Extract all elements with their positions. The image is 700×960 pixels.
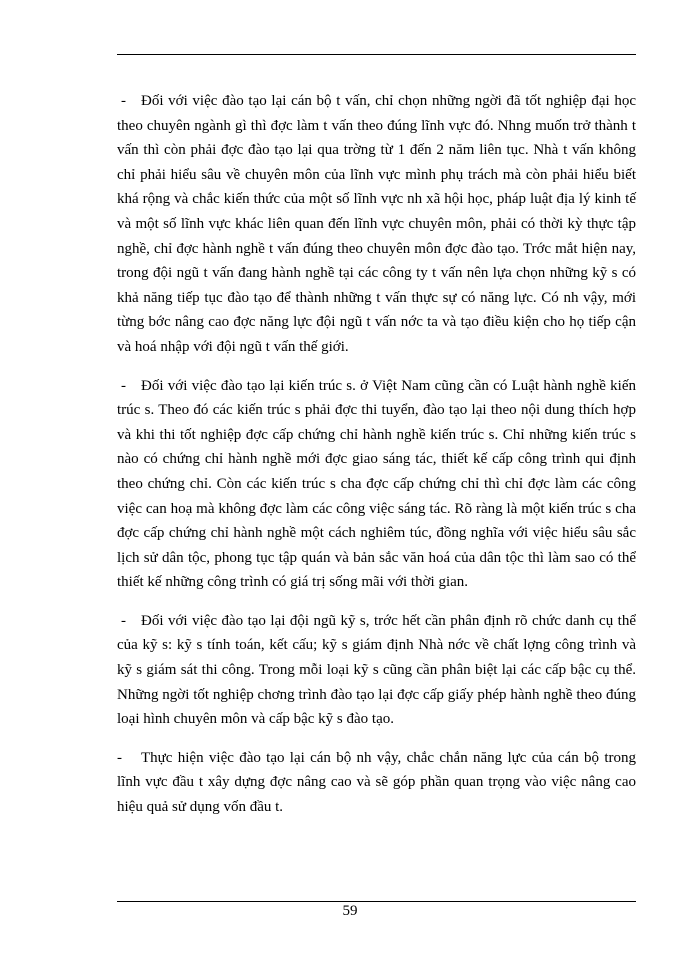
paragraph-4 (117, 746, 636, 820)
paragraph-text: Đối với việc đào tạo lại kiến trúc s. ở Việt Nam cũng cần có Luật hành nghề kiến trúc s. Theo đó các kiến trúc s phải đợc thi tuyển, đào tạo lại theo nội dung thích hợp và khi thi tốt nghiệp đợc cấp chứng chỉ hành nghề kiến trúc s. Chỉ những kiến trúc s nào có chứng chỉ hành nghề mới đợc giao sáng tác, thiết kế cấp công trình qui định theo chứng chỉ. Còn các kiến trúc s cha đợc cấp chứng chỉ thì chỉ đợc làm các công việc can hoạ mà không đợc làm các công việc sáng tác. Rõ ràng là một kiến trúc s cha đợc cấp chứng chỉ hành nghề một cách nghiêm túc, đồng nghĩa với việc hiểu sâu sắc lịch sử dân tộc, phong tục tập quán và bản sắc văn hoá của dân tộc thì làm sao có thể thiết kế những công trình có giá trị sống mãi với thời gian. (117, 377, 636, 591)
bullet-marker: - (121, 377, 126, 394)
paragraph-2 (117, 374, 636, 595)
paragraph-text: Đối với việc đào tạo lại đội ngũ kỹ s, trớc hết cần phân định rõ chức danh cụ thể của kỹ s: kỹ s tính toán, kết cấu; kỹ s giám định Nhà nớc về chất lợng công trình và kỹ s giám sát thi công. Trong mỗi loại kỹ s cũng cần phân biệt lại các cấp bậc cụ thể. Những ngời tốt nghiệp chơng trình đào tạo lại đợc cấp giấy phép hành nghề theo đúng loại hình chuyên môn và cấp bậc kỹ s đào tạo. (117, 612, 636, 728)
paragraph-1 (117, 89, 636, 360)
paragraph-3 (117, 609, 636, 732)
bullet-marker: - (121, 612, 126, 629)
bullet-marker: - (121, 93, 126, 109)
paragraph-text: Đối với việc đào tạo lại cán bộ t vấn, chỉ chọn những ngời đã tốt nghiệp đại học theo chuyên ngành gì thì đợc làm t vấn theo đúng lĩnh vực đó. Nhng muốn trở thành t vấn thì còn phải đợc đào tạo lại qua trờng từ 1 đến 2 năm liên tục. Nhà t vấn không chỉ phải hiểu sâu về chuyên môn của lĩnh vực mình phụ trách mà còn phải hiểu biết khá rộng và chắc kiến thức của một số lĩnh vực nh xã hội học, pháp luật địa lý kinh tế và một số lĩnh vực khác liên quan đến lĩnh vực chuyên môn, phải có thời kỳ thực tập nghề, chỉ đợc hành nghề t vấn đúng theo chuyên môn đợc đào tạo. Trớc mắt hiện nay, trong đội ngũ t vấn đang hành nghề tại các công ty t vấn nên lựa chọn những kỹ s có khả năng tiếp tục đào tạo để thành những t vấn thực sự có năng lực. Có nh vậy, mới từng bớc nâng cao đợc năng lực đội ngũ t vấn nớc ta và tạo điều kiện cho họ tiếp cận và hoá nhập với đội ngũ t vấn thế giới. (117, 93, 636, 355)
page-number: 59 (342, 903, 358, 919)
header-rule (117, 54, 636, 55)
footer-rule (117, 901, 636, 902)
bullet-marker: - (117, 749, 122, 766)
paragraph-text: Thực hiện việc đào tạo lại cán bộ nh vậy, chắc chắn năng lực của cán bộ trong lĩnh vực đầu t xây dựng đợc nâng cao và sẽ góp phần quan trọng vào việc nâng cao hiệu quả sử dụng vốn đầu t. (117, 749, 636, 816)
document-body (117, 89, 636, 834)
